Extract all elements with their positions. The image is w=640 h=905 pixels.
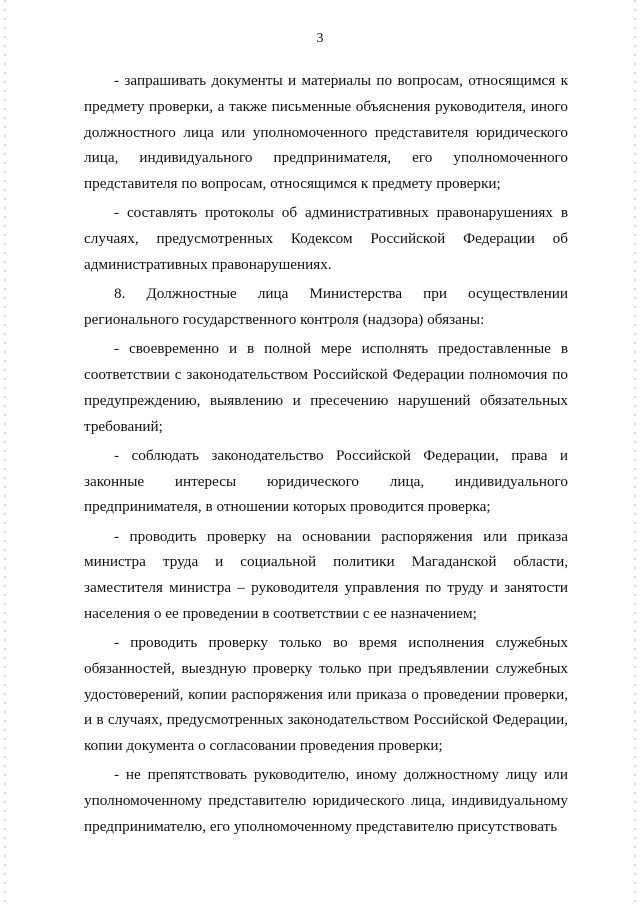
scan-edge-marks-left (4, 0, 6, 905)
paragraph-clause-8-heading: 8. Должностные лица Министерства при осуществлении регионального государственного контроля (надзора) обязаны: (84, 285, 568, 328)
paragraph-inspection-basis: - проводить проверку на основании распоряжения или приказа министра труда и социальной политики Магаданской области, заместителя министра – руководителя управления по труду и занятости населения о ее проведении в соответствии с ее назначением; (84, 527, 568, 622)
paragraph-exercise-powers: - своевременно и в полной мере исполнять предоставленные в соответствии с законодательством Российской Федерации полномочия по предупреждению, выявлению и пресечению нарушений обязательных требований; (84, 340, 568, 435)
paragraph-observe-legislation: - соблюдать законодательство Российской Федерации, права и законные интересы юридического лица, индивидуального предпринимателя, в отношении которых проводится проверка; (84, 446, 568, 516)
document-body (84, 68, 568, 840)
paragraph-inspection-duties-time: - проводить проверку только во время исполнения служебных обязанностей, выездную проверку только при предъявлении служебных удостоверений, копии распоряжения или приказа о проведении проверки, и в случаях, предусмотренных законодательством Российской Федерации, копии документа о согласовании проведения проверки; (84, 634, 568, 755)
paragraph-not-obstruct: - не препятствовать руководителю, иному должностному лицу или уполномоченному представителю юридического лица, индивидуальному предпринимателю, его уполномоченному представителю присутствовать (84, 766, 568, 836)
scan-edge-marks-right (634, 0, 636, 905)
paragraph-draw-up-protocols: - составлять протоколы об административных правонарушениях в случаях, предусмотренных Кодексом Российской Федерации об административных правонарушениях. (84, 204, 568, 273)
paragraph-request-documents: - запрашивать документы и материалы по вопросам, относящимся к предмету проверки, а также письменные объяснения руководителя, иного должностного лица или уполномоченного представителя юридического лица, индивидуального предпринимателя, его уполномоченного представителя по вопросам, относящимся к предмету проверки; (84, 72, 568, 193)
page-number: 3 (316, 31, 324, 46)
